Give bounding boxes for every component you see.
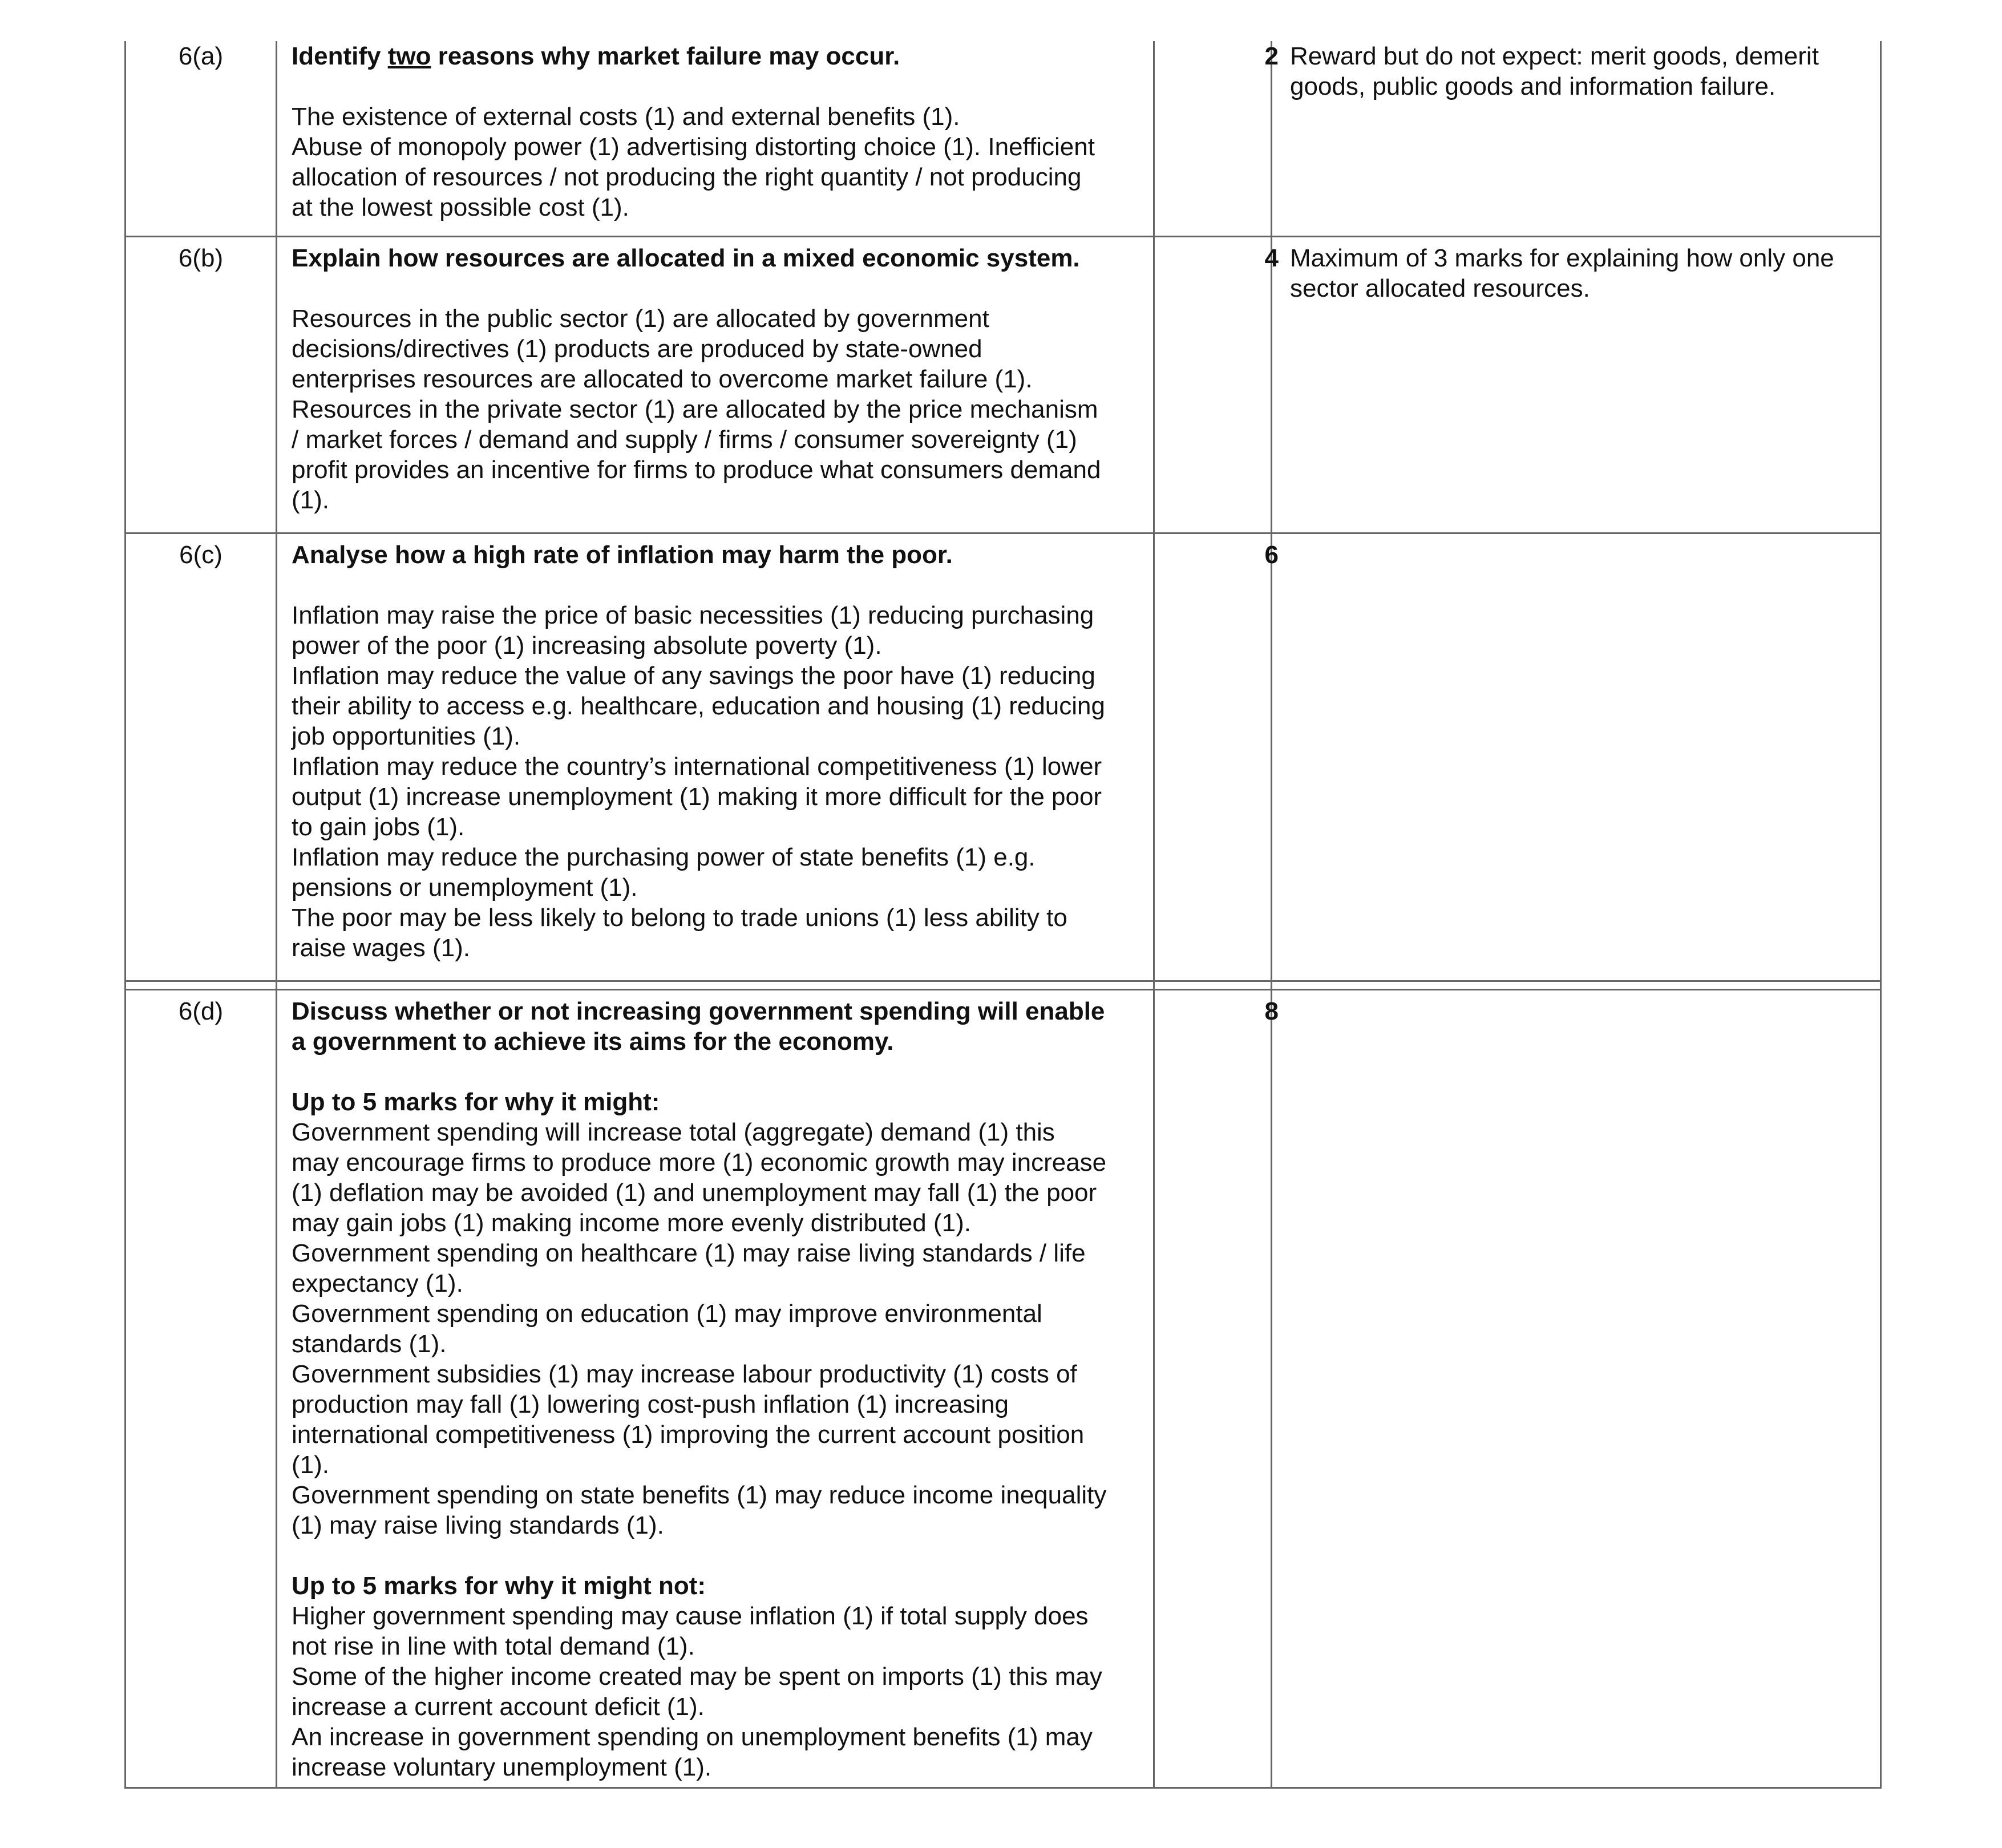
question-text: Explain how resources are allocated in a mixed economic system. (292, 244, 1080, 272)
answer-line: Inflation may reduce the purchasing power of state benefits (1) e.g. (292, 843, 1036, 871)
answer-cell (292, 996, 1147, 1782)
question-number: 6(b) (178, 244, 224, 272)
answer-line: may gain jobs (1) making income more evenly distributed (1). (292, 1209, 971, 1237)
question-number: 6(d) (178, 997, 224, 1025)
answer-line: standards (1). (292, 1330, 447, 1358)
guidance-line: Maximum of 3 marks for explaining how only one (1290, 244, 1834, 272)
question-text: a government to achieve its aims for the economy. (292, 1028, 894, 1056)
answer-line: Higher government spending may cause inflation (1) if total supply does (292, 1602, 1089, 1630)
answer-line: job opportunities (1). (292, 722, 521, 750)
answer-line: to gain jobs (1). (292, 813, 465, 841)
marks-cell: 4 (1264, 244, 1279, 272)
answer-line: pensions or unemployment (1). (292, 874, 638, 901)
answer-line: (1). (292, 1451, 329, 1479)
answer-cell (292, 41, 1147, 223)
guidance-line: goods, public goods and information failure. (1290, 72, 1776, 100)
question-text: Identify two reasons why market failure may occur. (292, 42, 900, 70)
answer-line: expectancy (1). (292, 1269, 463, 1297)
answer-line: their ability to access e.g. healthcare, education and housing (1) reducing (292, 692, 1105, 720)
answer-line: may encourage firms to produce more (1) economic growth may increase (292, 1149, 1107, 1176)
answer-line: Government subsidies (1) may increase labour productivity (1) costs of (292, 1360, 1077, 1388)
table-row (124, 990, 1882, 1789)
question-text: Discuss whether or not increasing government spending will enable (292, 997, 1105, 1025)
answer-line: The poor may be less likely to belong to trade unions (1) less ability to (292, 904, 1067, 932)
answer-line: An increase in government spending on unemployment benefits (1) may (292, 1723, 1093, 1751)
answer-line: increase voluntary unemployment (1). (292, 1753, 712, 1781)
guidance-cell (1290, 41, 1878, 102)
answer-cell (292, 540, 1147, 963)
answer-line: output (1) increase unemployment (1) making it more difficult for the poor (292, 783, 1102, 811)
subheading-might-not: Up to 5 marks for why it might not: (292, 1572, 706, 1600)
answer-line: (1) may raise living standards (1). (292, 1511, 664, 1539)
answer-line: Inflation may reduce the country’s international competitiveness (1) lower (292, 753, 1102, 781)
answer-line: Resources in the private sector (1) are allocated by the price mechanism (292, 395, 1098, 423)
answer-line: decisions/directives (1) products are produced by state-owned (292, 335, 982, 363)
table-row (124, 237, 1882, 532)
answer-line: production may fall (1) lowering cost-push inflation (1) increasing (292, 1390, 1009, 1418)
answer-line: Government spending on education (1) may improve environmental (292, 1300, 1042, 1328)
table-row (124, 41, 1882, 236)
answer-line: Some of the higher income created may be spent on imports (1) this may (292, 1663, 1102, 1691)
answer-line: at the lowest possible cost (1). (292, 193, 629, 221)
marks-cell: 2 (1264, 42, 1279, 70)
table-row (124, 534, 1882, 980)
answer-line: allocation of resources / not producing the right quantity / not producing (292, 163, 1082, 191)
question-number: 6(c) (179, 541, 223, 569)
answer-line: Government spending on healthcare (1) may raise living standards / life (292, 1239, 1086, 1267)
answer-line: profit provides an incentive for firms to produce what consumers demand (292, 456, 1101, 484)
marks-cell: 8 (1264, 997, 1279, 1025)
guidance-line: sector allocated resources. (1290, 274, 1590, 302)
answer-line: (1). (292, 486, 329, 514)
answer-line: international competitiveness (1) improving the current account position (292, 1421, 1085, 1449)
answer-line: Inflation may raise the price of basic necessities (1) reducing purchasing (292, 601, 1094, 629)
answer-line: Government spending will increase total (aggregate) demand (1) this (292, 1118, 1055, 1146)
guidance-cell (1290, 243, 1878, 304)
answer-line: Resources in the public sector (1) are allocated by government (292, 305, 989, 333)
answer-line: Inflation may reduce the value of any savings the poor have (1) reducing (292, 662, 1095, 690)
answer-line: raise wages (1). (292, 934, 471, 962)
answer-line: / market forces / demand and supply / firms / consumer sovereignty (1) (292, 426, 1077, 454)
subheading-might: Up to 5 marks for why it might: (292, 1088, 660, 1116)
answer-line: enterprises resources are allocated to overcome market failure (1). (292, 365, 1033, 393)
answer-line: The existence of external costs (1) and external benefits (1). (292, 103, 960, 131)
answer-line: Abuse of monopoly power (1) advertising distorting choice (1). Inefficient (292, 133, 1095, 161)
marks-cell: 6 (1264, 541, 1279, 569)
answer-line: not rise in line with total demand (1). (292, 1632, 695, 1660)
guidance-line: Reward but do not expect: merit goods, demerit (1290, 42, 1819, 70)
answer-line: increase a current account deficit (1). (292, 1693, 705, 1721)
answer-line: (1) deflation may be avoided (1) and unemployment may fall (1) the poor (292, 1179, 1097, 1207)
answer-line: power of the poor (1) increasing absolute poverty (1). (292, 632, 882, 660)
answer-line: Government spending on state benefits (1) may reduce income inequality (292, 1481, 1107, 1509)
answer-cell (292, 243, 1147, 515)
question-number: 6(a) (178, 42, 224, 70)
question-text: Analyse how a high rate of inflation may harm the poor. (292, 541, 953, 569)
